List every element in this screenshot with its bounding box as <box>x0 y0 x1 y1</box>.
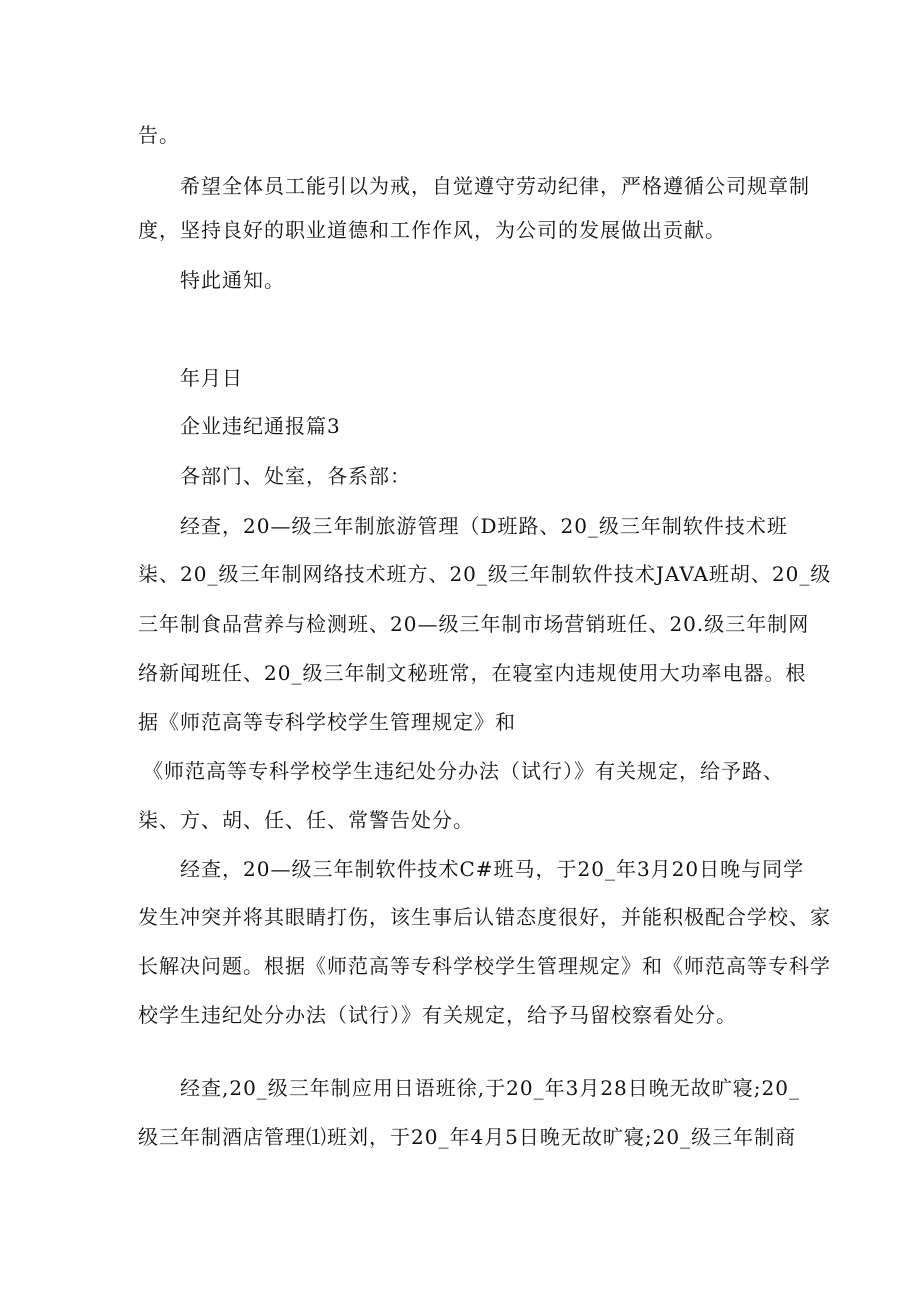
text-line: 据《师范高等专科学校学生管理规定》和 <box>138 710 516 734</box>
text-line: 经查，20—级三年制旅游管理（D班路、20_级三年制软件技术班 <box>180 514 788 538</box>
section-heading: 企业违纪通报篇3 <box>180 414 341 438</box>
text-line: 校学生违纪处分办法（试行）》有关规定，给予马留校察看处分。 <box>138 1003 737 1027</box>
text-line: 告。 <box>138 123 180 147</box>
text-line: 经查,20_级三年制应用日语班徐,于20_年3月28日晚无故旷寝;20_ <box>180 1076 800 1100</box>
text-line: 三年制食品营养与检测班、20—级三年制市场营销班任、20.级三年制网 <box>138 612 810 636</box>
text-line: 经查，20—级三年制软件技术C#班马，于20_年3月20日晚与同学 <box>180 857 805 881</box>
text-line: 长解决问题。根据《师范高等专科学校学生管理规定》和《师范高等专科学 <box>138 954 831 978</box>
text-line: 年月日 <box>180 366 243 390</box>
text-line: 特此通知。 <box>180 268 285 292</box>
text-line: 络新闻班任、20_级三年制文秘班常，在寝室内违规使用大功率电器。根 <box>138 661 807 685</box>
text-line: 柒、20_级三年制网络技术班方、20_级三年制软件技术JAVA班胡、20_级 <box>138 562 832 586</box>
text-line: 《师范高等专科学校学生违纪处分办法（试行）》有关规定，给予路、 <box>143 759 784 783</box>
text-line: 各部门、处室，各系部： <box>180 464 411 488</box>
text-line: 发生冲突并将其眼睛打伤，该生事后认错态度很好，并能积极配合学校、家 <box>138 905 831 929</box>
text-line: 希望全体员工能引以为戒，自觉遵守劳动纪律，严格遵循公司规章制 <box>180 174 810 198</box>
text-line: 度，坚持良好的职业道德和工作作风，为公司的发展做出贡献。 <box>138 218 726 242</box>
text-line: 柒、方、胡、任、任、常警告处分。 <box>138 808 474 832</box>
text-line: 级三年制酒店管理⑴班刘，于20_年4月5日晚无故旷寝;20_级三年制商 <box>138 1125 797 1149</box>
